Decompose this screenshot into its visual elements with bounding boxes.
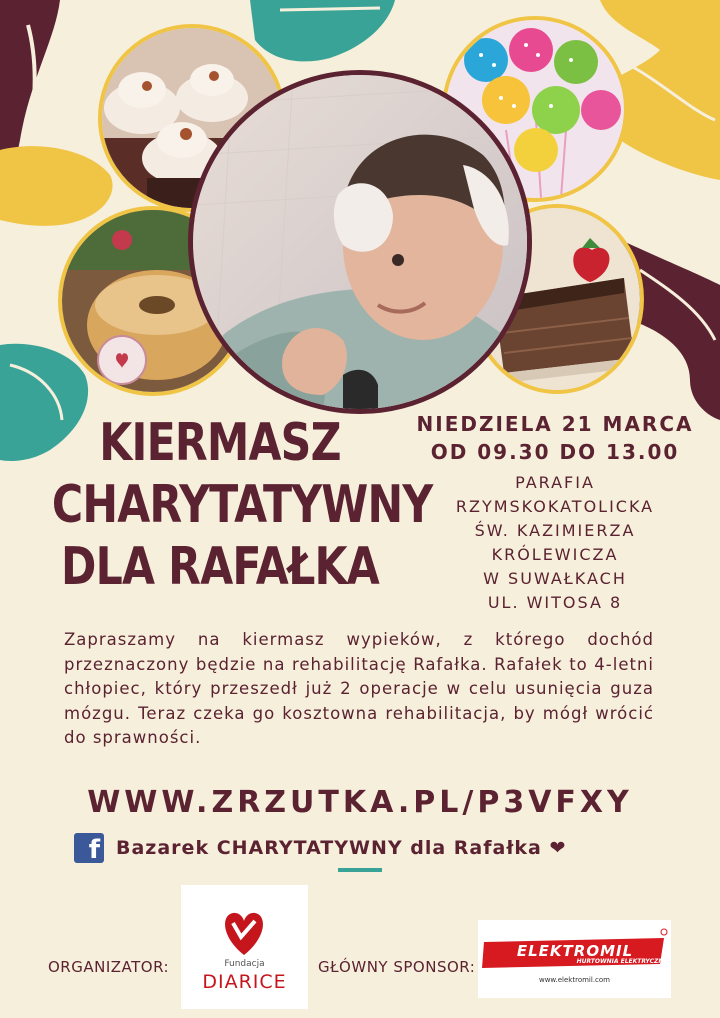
event-description: Zapraszamy na kiermasz wypieków, z którego dochód przeznaczony będzie na rehabilitację Rafałka. Rafałek to 4-letni chłopiec, który przeszedł już 2 operacje w celu usunięcia guza mózgu. Teraz czeka go kosztowna rehabilitacja, by mógł wrócić do sprawności. xyxy=(64,630,654,747)
boy-in-hospital-image xyxy=(193,75,527,409)
event-location xyxy=(420,471,690,615)
location-line: ŚW. KAZIMIERZA xyxy=(474,521,636,540)
divider xyxy=(338,868,382,872)
event-title-line2: CHARYTATYWNY xyxy=(51,475,433,535)
elektromil-logo-tagline: HURTOWNIA ELEKTRYCZNA xyxy=(576,958,668,965)
location-line: W SUWAŁKACH xyxy=(483,569,627,588)
diarice-logo-small: Fundacja xyxy=(224,959,265,969)
facebook-icon: f xyxy=(74,833,104,863)
location-line: PARAFIA xyxy=(515,473,595,492)
event-date: NIEDZIELA 21 MARCA xyxy=(416,412,694,436)
event-title-line3: DLA RAFAŁKA xyxy=(61,537,379,597)
facebook-group-label: Bazarek CHARYTATYWNY dla Rafałka ❤ xyxy=(116,837,567,859)
event-time: OD 09.30 DO 13.00 xyxy=(430,440,680,464)
location-line: RZYMSKOKATOLICKA xyxy=(455,497,655,516)
event-title xyxy=(51,412,433,598)
event-title-line1: KIERMASZ xyxy=(99,413,341,473)
elektromil-logo-url: www.elektromil.com xyxy=(538,976,610,984)
elektromil-logo xyxy=(478,920,671,998)
fundraiser-url[interactable]: WWW.ZRZUTKA.PL/P3VFXY xyxy=(87,785,633,820)
diarice-logo xyxy=(181,885,308,1009)
elektromil-logo-name: ELEKTROMIL xyxy=(516,942,634,960)
main-photo xyxy=(188,70,532,414)
location-line: KRÓLEWICZA xyxy=(491,545,619,564)
event-datetime xyxy=(400,410,710,466)
facebook-group-link[interactable] xyxy=(74,832,566,864)
diarice-logo-name: DIARICE xyxy=(202,971,287,993)
location-line: UL. WITOSA 8 xyxy=(487,593,623,612)
organizer-label: ORGANIZATOR: xyxy=(48,958,170,976)
sponsor-label: GŁÓWNY SPONSOR: xyxy=(318,958,476,976)
